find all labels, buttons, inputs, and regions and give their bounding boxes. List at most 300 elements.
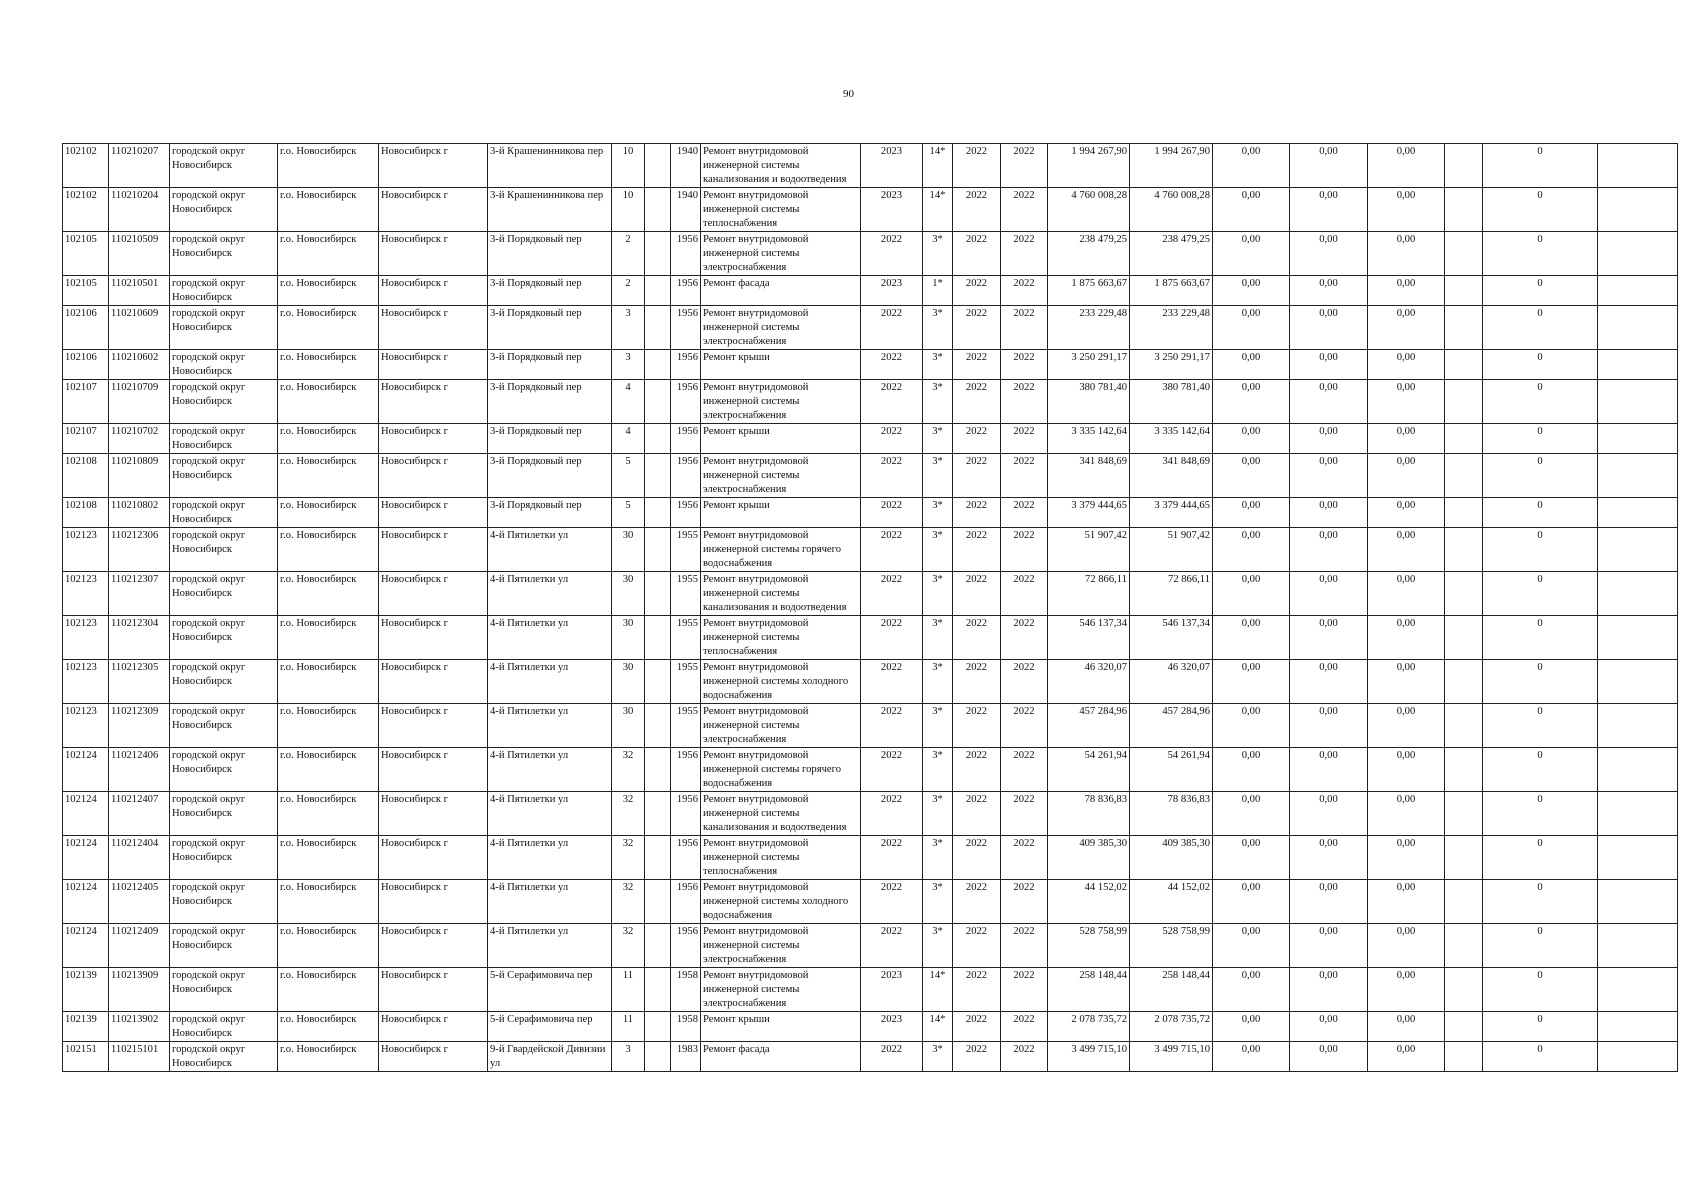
build-year-cell: 1956 [671, 350, 701, 380]
program-item-cell: 3* [923, 424, 953, 454]
start-year-cell: 2022 [953, 306, 1001, 350]
house-code-cell: 102124 [63, 880, 109, 924]
extra-cell [1445, 836, 1483, 880]
house-number-cell: 3 [612, 1042, 645, 1072]
end-year-cell: 2022 [1001, 572, 1048, 616]
house-code-cell: 102123 [63, 616, 109, 660]
locality-cell: Новосибирск г [379, 232, 488, 276]
work-type-cell: Ремонт внутридомовой инженерной системы теплоснабжения [701, 188, 861, 232]
fund-cost-cell: 78 836,83 [1130, 792, 1213, 836]
build-year-cell: 1956 [671, 232, 701, 276]
work-type-cell: Ремонт внутридомовой инженерной системы электроснабжения [701, 380, 861, 424]
house-code-cell: 102124 [63, 836, 109, 880]
house-number-cell: 32 [612, 924, 645, 968]
table-row [63, 380, 1678, 424]
end-year-cell: 2022 [1001, 498, 1048, 528]
federal-funds-cell: 0,00 [1213, 1012, 1290, 1042]
end-year-cell: 2022 [1001, 424, 1048, 454]
regional-funds-cell: 0,00 [1290, 498, 1368, 528]
fund-cost-cell: 72 866,11 [1130, 572, 1213, 616]
owners-funds-cell: 0 [1483, 306, 1598, 350]
street-cell: 3-й Крашенинникова пер [488, 188, 612, 232]
start-year-cell: 2022 [953, 276, 1001, 306]
total-cost-cell: 78 836,83 [1048, 792, 1130, 836]
note-cell [1598, 572, 1678, 616]
house-number-cell: 10 [612, 188, 645, 232]
owners-funds-cell: 0 [1483, 880, 1598, 924]
house-number-cell: 11 [612, 968, 645, 1012]
program-item-cell: 14* [923, 968, 953, 1012]
total-cost-cell: 3 250 291,17 [1048, 350, 1130, 380]
table-row [63, 350, 1678, 380]
street-cell: 9-й Гвардейской Дивизии ул [488, 1042, 612, 1072]
regional-funds-cell: 0,00 [1290, 350, 1368, 380]
plan-year-cell: 2023 [861, 276, 923, 306]
street-cell: 3-й Порядковый пер [488, 350, 612, 380]
building-cell [645, 616, 671, 660]
note-cell [1598, 748, 1678, 792]
end-year-cell: 2022 [1001, 704, 1048, 748]
building-cell [645, 144, 671, 188]
work-type-cell: Ремонт внутридомовой инженерной системы канализования и водоотведения [701, 572, 861, 616]
note-cell [1598, 424, 1678, 454]
plan-year-cell: 2022 [861, 454, 923, 498]
municipality-short-cell: г.о. Новосибирск [278, 232, 379, 276]
total-cost-cell: 4 760 008,28 [1048, 188, 1130, 232]
local-funds-cell: 0,00 [1368, 1042, 1445, 1072]
federal-funds-cell: 0,00 [1213, 454, 1290, 498]
regional-funds-cell: 0,00 [1290, 836, 1368, 880]
note-cell [1598, 616, 1678, 660]
total-cost-cell: 1 994 267,90 [1048, 144, 1130, 188]
fund-cost-cell: 409 385,30 [1130, 836, 1213, 880]
end-year-cell: 2022 [1001, 144, 1048, 188]
note-cell [1598, 144, 1678, 188]
locality-cell: Новосибирск г [379, 616, 488, 660]
start-year-cell: 2022 [953, 232, 1001, 276]
fund-cost-cell: 4 760 008,28 [1130, 188, 1213, 232]
program-item-cell: 3* [923, 454, 953, 498]
house-code-cell: 102123 [63, 528, 109, 572]
note-cell [1598, 704, 1678, 748]
build-year-cell: 1955 [671, 572, 701, 616]
owners-funds-cell: 0 [1483, 616, 1598, 660]
street-cell: 3-й Порядковый пер [488, 498, 612, 528]
building-cell [645, 350, 671, 380]
program-item-cell: 3* [923, 528, 953, 572]
street-cell: 5-й Серафимовича пер [488, 968, 612, 1012]
house-code-cell: 102139 [63, 968, 109, 1012]
note-cell [1598, 306, 1678, 350]
program-item-cell: 14* [923, 188, 953, 232]
local-funds-cell: 0,00 [1368, 792, 1445, 836]
owners-funds-cell: 0 [1483, 572, 1598, 616]
build-year-cell: 1956 [671, 924, 701, 968]
build-year-cell: 1983 [671, 1042, 701, 1072]
table-row [63, 792, 1678, 836]
municipality-short-cell: г.о. Новосибирск [278, 748, 379, 792]
program-item-cell: 3* [923, 306, 953, 350]
municipality-short-cell: г.о. Новосибирск [278, 660, 379, 704]
build-year-cell: 1956 [671, 380, 701, 424]
house-number-cell: 3 [612, 350, 645, 380]
locality-cell: Новосибирск г [379, 924, 488, 968]
fund-cost-cell: 238 479,25 [1130, 232, 1213, 276]
program-item-cell: 3* [923, 924, 953, 968]
locality-cell: Новосибирск г [379, 1042, 488, 1072]
regional-funds-cell: 0,00 [1290, 968, 1368, 1012]
program-item-cell: 3* [923, 498, 953, 528]
note-cell [1598, 1012, 1678, 1042]
total-cost-cell: 46 320,07 [1048, 660, 1130, 704]
local-funds-cell: 0,00 [1368, 616, 1445, 660]
owners-funds-cell: 0 [1483, 704, 1598, 748]
extra-cell [1445, 924, 1483, 968]
federal-funds-cell: 0,00 [1213, 836, 1290, 880]
work-type-cell: Ремонт внутридомовой инженерной системы электроснабжения [701, 232, 861, 276]
total-cost-cell: 3 335 142,64 [1048, 424, 1130, 454]
fund-cost-cell: 546 137,34 [1130, 616, 1213, 660]
municipality-cell: городской округ Новосибирск [170, 424, 278, 454]
house-code-cell: 102105 [63, 276, 109, 306]
locality-cell: Новосибирск г [379, 188, 488, 232]
municipality-cell: городской округ Новосибирск [170, 616, 278, 660]
locality-cell: Новосибирск г [379, 528, 488, 572]
street-cell: 4-й Пятилетки ул [488, 528, 612, 572]
municipality-cell: городской округ Новосибирск [170, 350, 278, 380]
work-type-cell: Ремонт крыши [701, 498, 861, 528]
building-cell [645, 528, 671, 572]
locality-cell: Новосибирск г [379, 498, 488, 528]
end-year-cell: 2022 [1001, 616, 1048, 660]
total-cost-cell: 528 758,99 [1048, 924, 1130, 968]
federal-funds-cell: 0,00 [1213, 306, 1290, 350]
house-code-cell: 102139 [63, 1012, 109, 1042]
federal-funds-cell: 0,00 [1213, 660, 1290, 704]
object-code-cell: 110212305 [109, 660, 170, 704]
fund-cost-cell: 341 848,69 [1130, 454, 1213, 498]
regional-funds-cell: 0,00 [1290, 704, 1368, 748]
extra-cell [1445, 748, 1483, 792]
building-cell [645, 924, 671, 968]
building-cell [645, 836, 671, 880]
house-code-cell: 102102 [63, 188, 109, 232]
start-year-cell: 2022 [953, 1042, 1001, 1072]
locality-cell: Новосибирск г [379, 306, 488, 350]
municipality-short-cell: г.о. Новосибирск [278, 880, 379, 924]
plan-year-cell: 2022 [861, 748, 923, 792]
total-cost-cell: 3 499 715,10 [1048, 1042, 1130, 1072]
total-cost-cell: 341 848,69 [1048, 454, 1130, 498]
plan-year-cell: 2022 [861, 880, 923, 924]
table-row [63, 660, 1678, 704]
building-cell [645, 380, 671, 424]
extra-cell [1445, 968, 1483, 1012]
note-cell [1598, 792, 1678, 836]
table-row [63, 616, 1678, 660]
object-code-cell: 110210802 [109, 498, 170, 528]
note-cell [1598, 1042, 1678, 1072]
plan-year-cell: 2022 [861, 306, 923, 350]
work-type-cell: Ремонт фасада [701, 276, 861, 306]
work-type-cell: Ремонт внутридомовой инженерной системы горячего водоснабжения [701, 528, 861, 572]
start-year-cell: 2022 [953, 380, 1001, 424]
plan-year-cell: 2022 [861, 528, 923, 572]
note-cell [1598, 836, 1678, 880]
work-type-cell: Ремонт внутридомовой инженерной системы теплоснабжения [701, 616, 861, 660]
street-cell: 3-й Порядковый пер [488, 306, 612, 350]
house-number-cell: 5 [612, 454, 645, 498]
street-cell: 4-й Пятилетки ул [488, 924, 612, 968]
object-code-cell: 110212304 [109, 616, 170, 660]
start-year-cell: 2022 [953, 188, 1001, 232]
extra-cell [1445, 380, 1483, 424]
building-cell [645, 276, 671, 306]
plan-year-cell: 2022 [861, 836, 923, 880]
municipality-cell: городской округ Новосибирск [170, 660, 278, 704]
table-row [63, 1042, 1678, 1072]
house-number-cell: 30 [612, 572, 645, 616]
federal-funds-cell: 0,00 [1213, 188, 1290, 232]
locality-cell: Новосибирск г [379, 836, 488, 880]
house-number-cell: 30 [612, 616, 645, 660]
street-cell: 4-й Пятилетки ул [488, 880, 612, 924]
work-type-cell: Ремонт крыши [701, 1012, 861, 1042]
house-code-cell: 102123 [63, 572, 109, 616]
fund-cost-cell: 380 781,40 [1130, 380, 1213, 424]
total-cost-cell: 380 781,40 [1048, 380, 1130, 424]
table-row [63, 232, 1678, 276]
locality-cell: Новосибирск г [379, 380, 488, 424]
house-code-cell: 102124 [63, 792, 109, 836]
object-code-cell: 110212406 [109, 748, 170, 792]
start-year-cell: 2022 [953, 968, 1001, 1012]
street-cell: 4-й Пятилетки ул [488, 572, 612, 616]
locality-cell: Новосибирск г [379, 880, 488, 924]
end-year-cell: 2022 [1001, 528, 1048, 572]
house-number-cell: 32 [612, 792, 645, 836]
local-funds-cell: 0,00 [1368, 232, 1445, 276]
municipality-short-cell: г.о. Новосибирск [278, 144, 379, 188]
start-year-cell: 2022 [953, 144, 1001, 188]
plan-year-cell: 2022 [861, 704, 923, 748]
build-year-cell: 1956 [671, 454, 701, 498]
house-number-cell: 30 [612, 660, 645, 704]
house-number-cell: 30 [612, 704, 645, 748]
local-funds-cell: 0,00 [1368, 454, 1445, 498]
end-year-cell: 2022 [1001, 1012, 1048, 1042]
regional-funds-cell: 0,00 [1290, 144, 1368, 188]
build-year-cell: 1940 [671, 188, 701, 232]
start-year-cell: 2022 [953, 748, 1001, 792]
building-cell [645, 424, 671, 454]
municipality-cell: городской округ Новосибирск [170, 306, 278, 350]
municipality-short-cell: г.о. Новосибирск [278, 380, 379, 424]
program-item-cell: 3* [923, 748, 953, 792]
house-code-cell: 102106 [63, 306, 109, 350]
municipality-short-cell: г.о. Новосибирск [278, 276, 379, 306]
municipality-short-cell: г.о. Новосибирск [278, 350, 379, 380]
build-year-cell: 1956 [671, 880, 701, 924]
local-funds-cell: 0,00 [1368, 748, 1445, 792]
total-cost-cell: 72 866,11 [1048, 572, 1130, 616]
fund-cost-cell: 1 875 663,67 [1130, 276, 1213, 306]
end-year-cell: 2022 [1001, 380, 1048, 424]
build-year-cell: 1956 [671, 748, 701, 792]
start-year-cell: 2022 [953, 880, 1001, 924]
start-year-cell: 2022 [953, 498, 1001, 528]
program-item-cell: 3* [923, 572, 953, 616]
regional-funds-cell: 0,00 [1290, 748, 1368, 792]
start-year-cell: 2022 [953, 792, 1001, 836]
regional-funds-cell: 0,00 [1290, 572, 1368, 616]
locality-cell: Новосибирск г [379, 1012, 488, 1042]
extra-cell [1445, 1012, 1483, 1042]
locality-cell: Новосибирск г [379, 424, 488, 454]
house-number-cell: 5 [612, 498, 645, 528]
fund-cost-cell: 3 250 291,17 [1130, 350, 1213, 380]
municipality-cell: городской округ Новосибирск [170, 498, 278, 528]
federal-funds-cell: 0,00 [1213, 968, 1290, 1012]
extra-cell [1445, 424, 1483, 454]
object-code-cell: 110212409 [109, 924, 170, 968]
municipality-cell: городской округ Новосибирск [170, 836, 278, 880]
federal-funds-cell: 0,00 [1213, 1042, 1290, 1072]
local-funds-cell: 0,00 [1368, 276, 1445, 306]
municipality-cell: городской округ Новосибирск [170, 968, 278, 1012]
house-number-cell: 30 [612, 528, 645, 572]
fund-cost-cell: 44 152,02 [1130, 880, 1213, 924]
federal-funds-cell: 0,00 [1213, 144, 1290, 188]
fund-cost-cell: 2 078 735,72 [1130, 1012, 1213, 1042]
house-code-cell: 102102 [63, 144, 109, 188]
regional-funds-cell: 0,00 [1290, 276, 1368, 306]
total-cost-cell: 3 379 444,65 [1048, 498, 1130, 528]
note-cell [1598, 276, 1678, 306]
object-code-cell: 110210609 [109, 306, 170, 350]
note-cell [1598, 232, 1678, 276]
street-cell: 4-й Пятилетки ул [488, 704, 612, 748]
program-item-cell: 1* [923, 276, 953, 306]
program-item-cell: 3* [923, 880, 953, 924]
program-item-cell: 3* [923, 350, 953, 380]
start-year-cell: 2022 [953, 836, 1001, 880]
total-cost-cell: 51 907,42 [1048, 528, 1130, 572]
extra-cell [1445, 528, 1483, 572]
build-year-cell: 1956 [671, 792, 701, 836]
total-cost-cell: 457 284,96 [1048, 704, 1130, 748]
total-cost-cell: 1 875 663,67 [1048, 276, 1130, 306]
plan-year-cell: 2022 [861, 498, 923, 528]
fund-cost-cell: 1 994 267,90 [1130, 144, 1213, 188]
municipality-short-cell: г.о. Новосибирск [278, 1012, 379, 1042]
municipality-cell: городской округ Новосибирск [170, 188, 278, 232]
municipality-short-cell: г.о. Новосибирск [278, 1042, 379, 1072]
extra-cell [1445, 880, 1483, 924]
street-cell: 3-й Порядковый пер [488, 380, 612, 424]
program-item-cell: 3* [923, 792, 953, 836]
local-funds-cell: 0,00 [1368, 968, 1445, 1012]
federal-funds-cell: 0,00 [1213, 424, 1290, 454]
local-funds-cell: 0,00 [1368, 188, 1445, 232]
total-cost-cell: 2 078 735,72 [1048, 1012, 1130, 1042]
fund-cost-cell: 51 907,42 [1130, 528, 1213, 572]
end-year-cell: 2022 [1001, 276, 1048, 306]
regional-funds-cell: 0,00 [1290, 454, 1368, 498]
program-item-cell: 14* [923, 144, 953, 188]
local-funds-cell: 0,00 [1368, 380, 1445, 424]
object-code-cell: 110210809 [109, 454, 170, 498]
owners-funds-cell: 0 [1483, 454, 1598, 498]
house-number-cell: 10 [612, 144, 645, 188]
building-cell [645, 1012, 671, 1042]
house-number-cell: 2 [612, 232, 645, 276]
plan-year-cell: 2023 [861, 1012, 923, 1042]
owners-funds-cell: 0 [1483, 924, 1598, 968]
local-funds-cell: 0,00 [1368, 424, 1445, 454]
extra-cell [1445, 616, 1483, 660]
total-cost-cell: 546 137,34 [1048, 616, 1130, 660]
local-funds-cell: 0,00 [1368, 924, 1445, 968]
object-code-cell: 110210509 [109, 232, 170, 276]
owners-funds-cell: 0 [1483, 380, 1598, 424]
federal-funds-cell: 0,00 [1213, 704, 1290, 748]
table-row [63, 144, 1678, 188]
owners-funds-cell: 0 [1483, 424, 1598, 454]
building-cell [645, 232, 671, 276]
end-year-cell: 2022 [1001, 792, 1048, 836]
house-code-cell: 102108 [63, 498, 109, 528]
local-funds-cell: 0,00 [1368, 528, 1445, 572]
start-year-cell: 2022 [953, 1012, 1001, 1042]
street-cell: 3-й Порядковый пер [488, 276, 612, 306]
note-cell [1598, 528, 1678, 572]
extra-cell [1445, 350, 1483, 380]
extra-cell [1445, 572, 1483, 616]
municipality-short-cell: г.о. Новосибирск [278, 968, 379, 1012]
note-cell [1598, 380, 1678, 424]
end-year-cell: 2022 [1001, 968, 1048, 1012]
plan-year-cell: 2022 [861, 792, 923, 836]
table-row [63, 276, 1678, 306]
start-year-cell: 2022 [953, 454, 1001, 498]
table-row [63, 968, 1678, 1012]
total-cost-cell: 238 479,25 [1048, 232, 1130, 276]
extra-cell [1445, 144, 1483, 188]
program-item-cell: 3* [923, 660, 953, 704]
municipality-cell: городской округ Новосибирск [170, 528, 278, 572]
municipality-cell: городской округ Новосибирск [170, 1012, 278, 1042]
building-cell [645, 748, 671, 792]
house-code-cell: 102123 [63, 660, 109, 704]
program-item-cell: 3* [923, 232, 953, 276]
house-number-cell: 32 [612, 748, 645, 792]
build-year-cell: 1955 [671, 660, 701, 704]
plan-year-cell: 2022 [861, 232, 923, 276]
municipality-short-cell: г.о. Новосибирск [278, 836, 379, 880]
end-year-cell: 2022 [1001, 350, 1048, 380]
plan-year-cell: 2022 [861, 660, 923, 704]
end-year-cell: 2022 [1001, 836, 1048, 880]
federal-funds-cell: 0,00 [1213, 880, 1290, 924]
house-number-cell: 4 [612, 424, 645, 454]
build-year-cell: 1956 [671, 836, 701, 880]
building-cell [645, 880, 671, 924]
owners-funds-cell: 0 [1483, 836, 1598, 880]
locality-cell: Новосибирск г [379, 792, 488, 836]
object-code-cell: 110210501 [109, 276, 170, 306]
house-number-cell: 2 [612, 276, 645, 306]
